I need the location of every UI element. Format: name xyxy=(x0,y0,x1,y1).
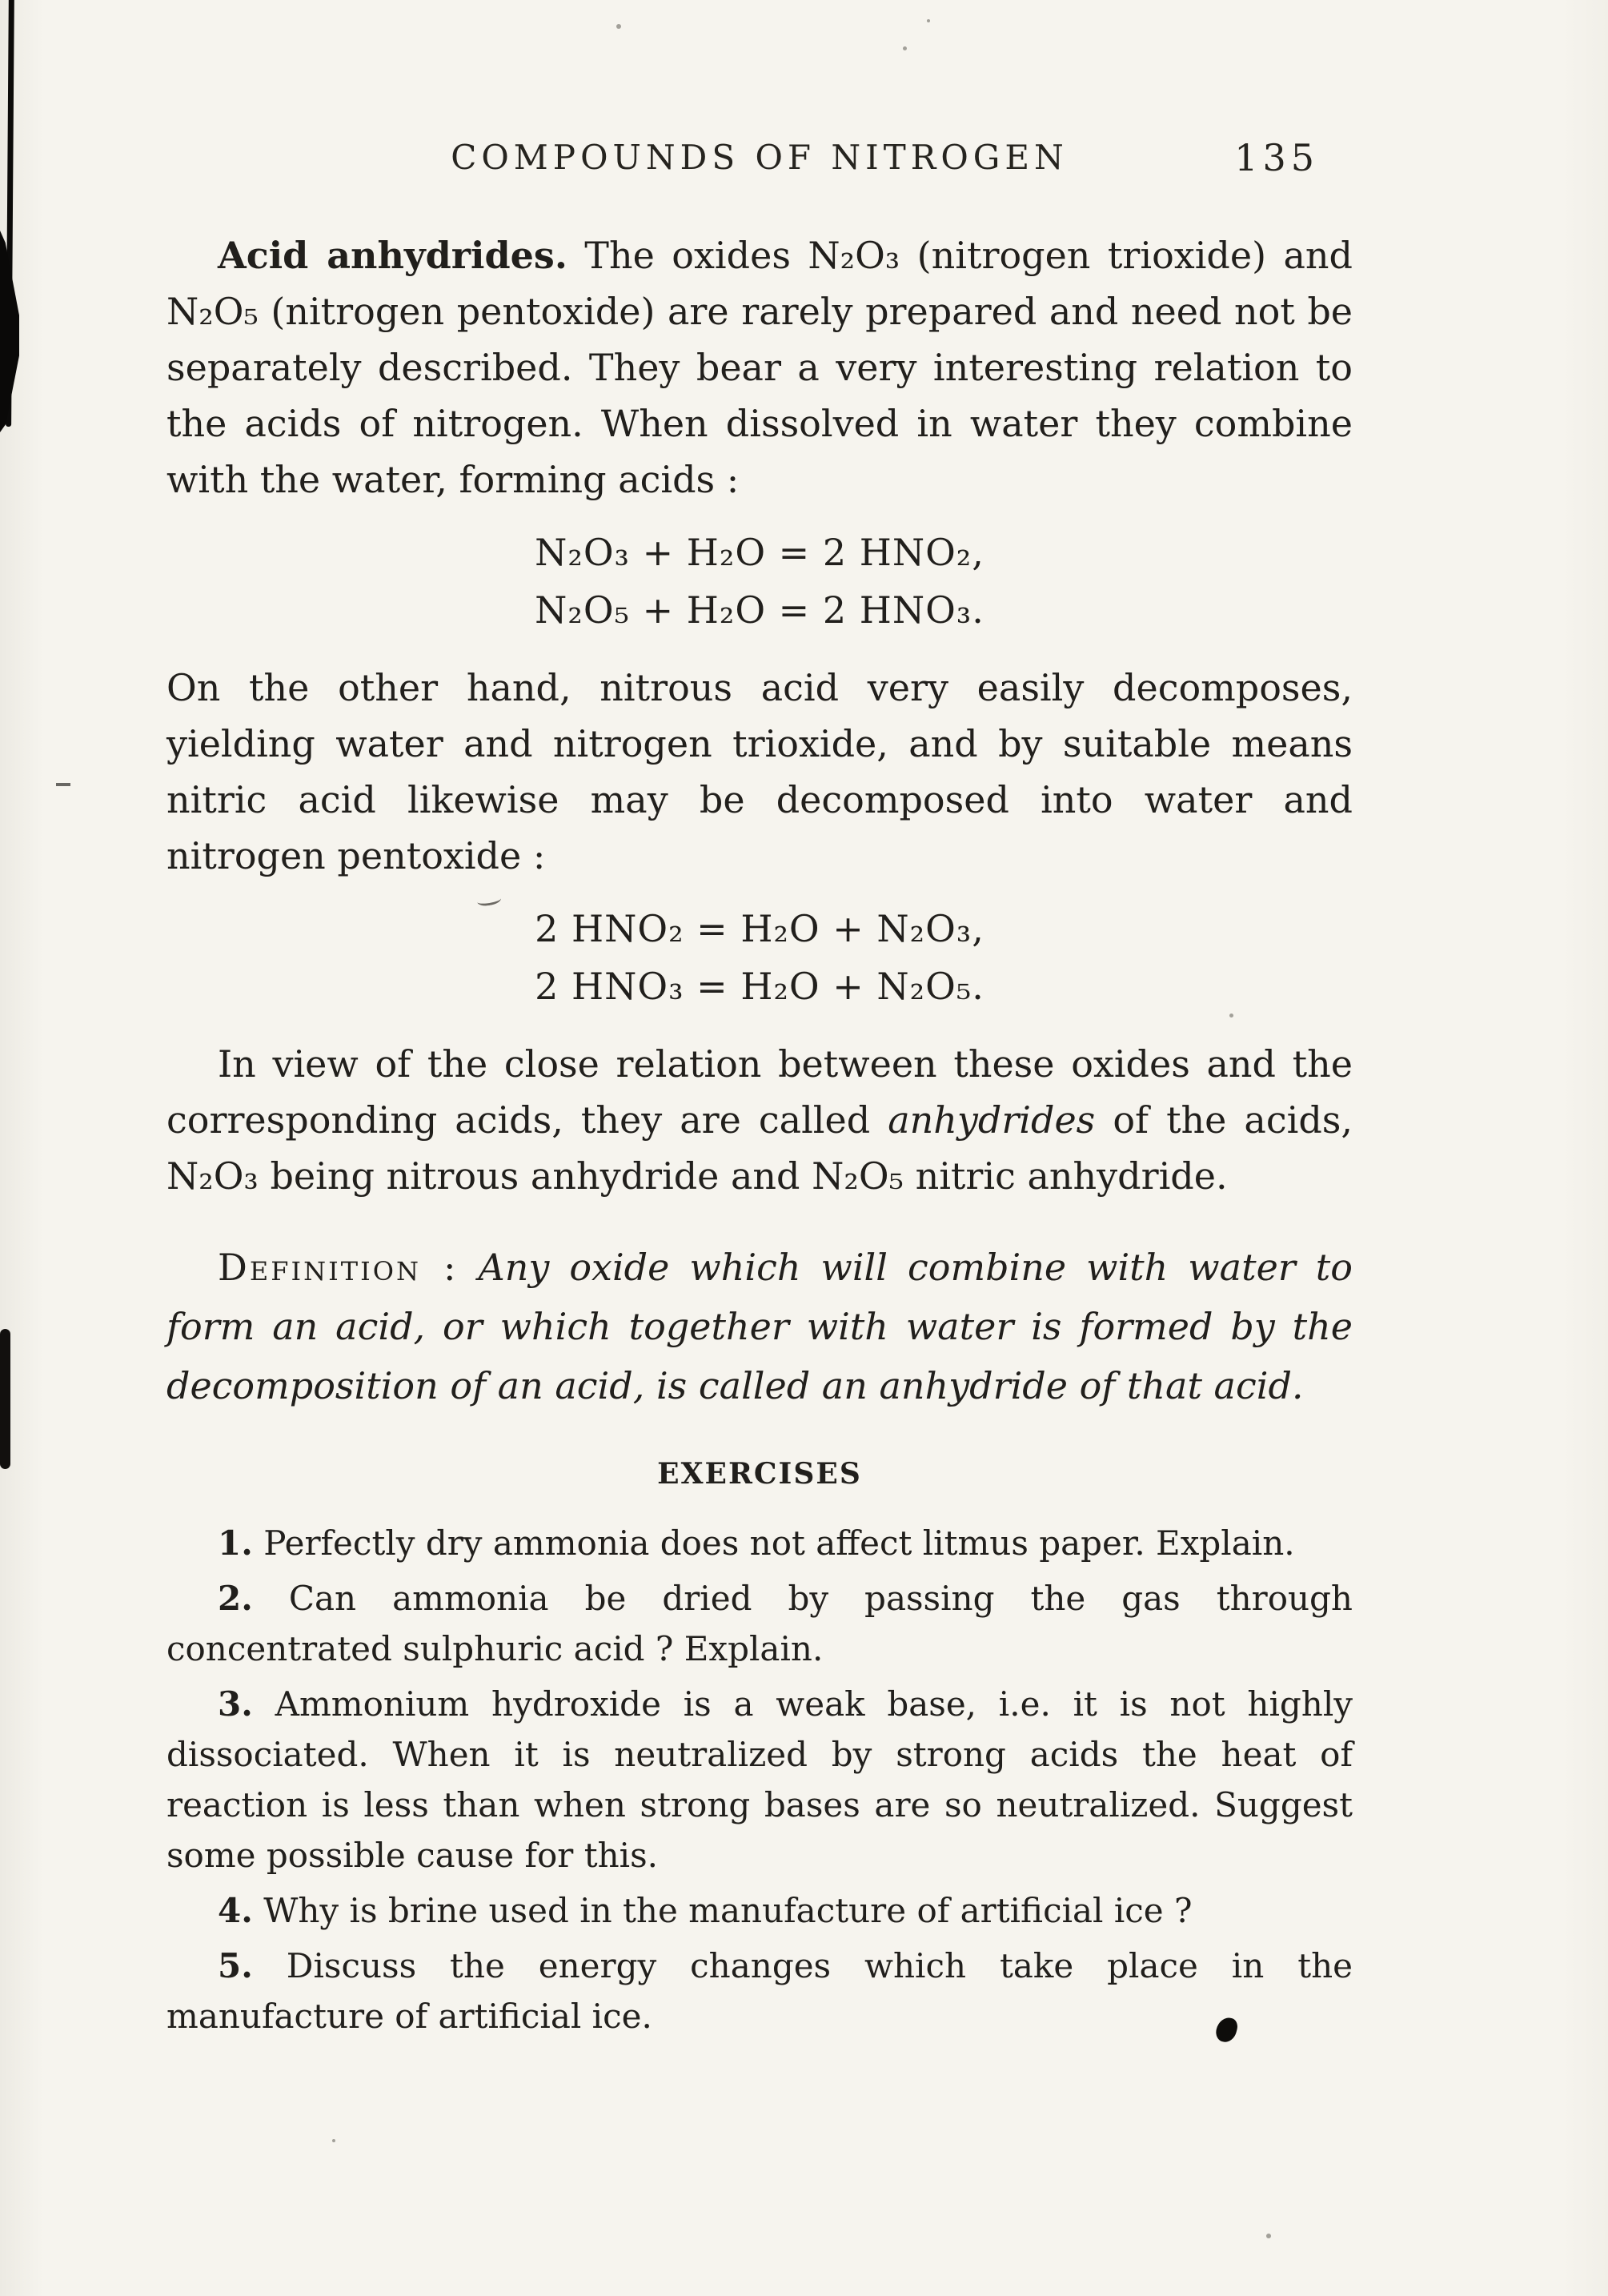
paragraph-body-text: In view of the close relation between these oxides and the corresponding acids, they are called xyxy=(166,1042,1353,1142)
page-content xyxy=(166,138,1353,2046)
ink-speck xyxy=(616,24,621,29)
exercise-text: Discuss the energy changes which take place in the manufacture of artificial ice. xyxy=(166,1946,1353,2036)
exercise-text: Perfectly dry ammonia does not affect litmus paper. Explain. xyxy=(252,1523,1295,1563)
equation-line-2: N₂O₅ + H₂O = 2 HNO₃. xyxy=(535,588,984,632)
ink-speck xyxy=(332,2139,335,2142)
equation-line-1: N₂O₃ + H₂O = 2 HNO₂, xyxy=(535,531,984,574)
emphasized-word: anhydrides xyxy=(888,1098,1096,1142)
paragraph-body-text: The oxides N₂O₃ (nitrogen trioxide) and N₂O₅ (nitrogen pentoxide) are rarely prepared and need not be separately described. They bear a very interesting relation to the acids of nitrogen. When dissolved in water they combine with the water, forming acids : xyxy=(166,234,1353,501)
definition-text: Any oxide which will combine with water to form an acid, or which together with water is formed by the decomposition of an acid, is called an anhydride of that acid. xyxy=(166,1246,1353,1407)
paragraph-decompose: On the other hand, nitrous acid very easily decomposes, yielding water and nitrogen trioxide, and by suitable means nitric acid likewise may be decomposed into water and nitrogen pentoxide : xyxy=(166,666,1353,877)
exercise-number: 3. xyxy=(218,1684,253,1724)
paragraph-body-text: of the acids, N₂O₃ being nitrous anhydride and N₂O₅ nitric anhydride. xyxy=(166,1098,1353,1198)
exercise-item-2 xyxy=(166,1573,1353,1674)
page-header xyxy=(166,138,1353,189)
exercise-number: 1. xyxy=(218,1523,253,1563)
exercise-number: 2. xyxy=(218,1579,253,1618)
definition-label: Definition : xyxy=(218,1246,459,1289)
exercise-item-5 xyxy=(166,1941,1353,2041)
paragraph-definition xyxy=(166,1238,1353,1415)
exercise-text: Can ammonia be dried by passing the gas through concentrated sulphuric acid ? Explain. xyxy=(166,1579,1353,1668)
ink-speck xyxy=(927,19,930,22)
exercise-text: Why is brine used in the manufacture of artificial ice ? xyxy=(252,1891,1193,1930)
paragraph-acid-anhydrides xyxy=(166,227,1353,508)
ink-speck xyxy=(903,46,907,50)
paragraph-anhydrides xyxy=(166,1036,1353,1204)
exercise-item-4 xyxy=(166,1885,1353,1936)
equation-block-1 xyxy=(166,524,1353,639)
exercise-number: 4. xyxy=(218,1891,253,1930)
margin-dash-mark xyxy=(56,783,70,786)
exercise-number: 5. xyxy=(218,1946,253,1985)
equation-line-3: 2 HNO₂ = H₂O + N₂O₃, xyxy=(535,907,984,950)
margin-ink-mark xyxy=(0,1329,10,1469)
page-number: 135 xyxy=(1234,136,1319,179)
exercise-item-3 xyxy=(166,1679,1353,1881)
paragraph-lead-bold: Acid anhydrides. xyxy=(218,234,567,277)
exercise-item-1 xyxy=(166,1518,1353,1568)
equation-line-4: 2 HNO₃ = H₂O + N₂O₅. xyxy=(535,965,984,1008)
exercise-text: Ammonium hydroxide is a weak base, i.e. it is not highly dissociated. When it is neutralized by strong acids the heat of reaction is less than when strong bases are so neutralized. Suggest some possible cause for this. xyxy=(166,1684,1353,1875)
exercises-heading: EXERCISES xyxy=(657,1457,862,1491)
running-title: COMPOUNDS OF NITROGEN xyxy=(451,138,1069,177)
equation-block-2 xyxy=(166,900,1353,1015)
ink-speck xyxy=(1266,2234,1271,2238)
